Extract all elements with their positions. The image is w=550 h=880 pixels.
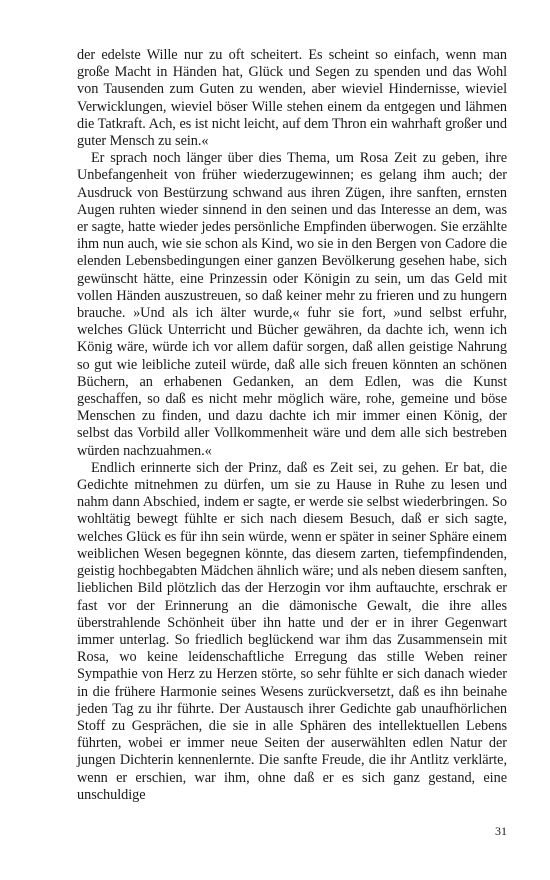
paragraph-3: Endlich erinnerte sich der Prinz, daß es Zeit sei, zu gehen. Er bat, die Gedichte mitnehmen zu dürfen, um sie zu Hause in Ruhe zu lesen und nahm dann Abschied, indem er sagte, er werde sie selbst wiederbringen. So wohltätig bewegt fühlte er sich nach diesem Besuch, daß er sich sagte, welches Glück es für ihn sein würde, wenn er später in seiner Sphäre einem weiblichen Wesen begegnen könnte, das diesem zarten, tiefempfindenden, geistig hochbegabten Mädchen ähnlich wäre; und als neben diesem sanften, lieblichen Bild plötzlich das der Herzogin vor ihm auftauchte, erschrak er fast vor der Erinnerung an die dämonische Gewalt, die ihre alles überstrahlende Schönheit über ihn hatte und der er in ihrer Gegenwart immer unterlag. So friedlich beglückend war ihm das Zusammensein mit Rosa, wo keine leidenschaftliche Erregung das stille Weben reiner Sympathie von Herz zu Herzen störte, so sehr fühlte er sich danach wieder in die frühere Harmonie seines Wesens zurückversetzt, daß es ihn beinahe jeden Tag zu ihr führte. Der Austausch ihrer Gedichte gab unaufhörlichen Stoff zu Gesprächen, die sie in alle Sphären des intellektuellen Lebens führten, wobei er immer neue Seiten der auserwählten edlen Natur der jungen Dichterin kennenlernte. Die sanfte Freude, die ihr Antlitz verklärte, wenn er erschien, war ihm, ohne daß er es sich ganz gestand, eine unschuldige bbox=[77, 459, 507, 803]
paragraph-2: Er sprach noch länger über dies Thema, um Rosa Zeit zu geben, ihre Unbefangenheit von früher wiederzugewinnen; es gelang ihm auch; der Ausdruck von Bestürzung schwand aus ihren Zügen, ihre sanften, ernsten Augen ruhten wieder sinnend in den seinen und das Interesse an dem, was er sagte, hatte wieder jedes persönliche Empfinden überwogen. Sie erzählte ihm nun auch, wie sie schon als Kind, wo sie in den Bergen von Cadore die elenden Lebensbedingungen einer ganzen Bevölkerung gesehen habe, sich gewünscht hätte, eine Prinzessin oder Königin zu sein, um das Geld mit vollen Händen auszustreuen, so daß keiner mehr zu frieren und zu hungern brauche. »Und als ich älter wurde,« fuhr sie fort, »und selbst erfuhr, welches Glück Unterricht und Bücher gewähren, da dachte ich, wenn ich König wäre, würde ich vor allem dafür sorgen, daß allen geistige Nahrung so gut wie leibliche zuteil würde, daß alle sich freuen könnten an schönen Büchern, an erhabenen Gedanken, an dem Edlen, was die Kunst geschaffen, so daß es nicht mehr möglich wäre, rohe, gemeine und böse Menschen zu finden, und dazu dachte ich mir immer einen König, der selbst das Vorbild aller Vollkommenheit wäre und dem alle sich bestreben würden nachzuahmen.« bbox=[77, 150, 507, 459]
page-body bbox=[77, 47, 507, 804]
page-number: 31 bbox=[495, 824, 507, 838]
paragraph-1: der edelste Wille nur zu oft scheitert. Es scheint so einfach, wenn man große Macht in Händen hat, Glück und Segen zu spenden und das Wohl von Tausenden zum Guten zu wenden, aber wieviel Hindernisse, wieviel Verwicklungen, wieviel böser Wille stehen einem da entgegen und lähmen die Tatkraft. Ach, es ist nicht leicht, auf dem Thron ein wahrhaft großer und guter Mensch zu sein.« bbox=[77, 47, 507, 150]
